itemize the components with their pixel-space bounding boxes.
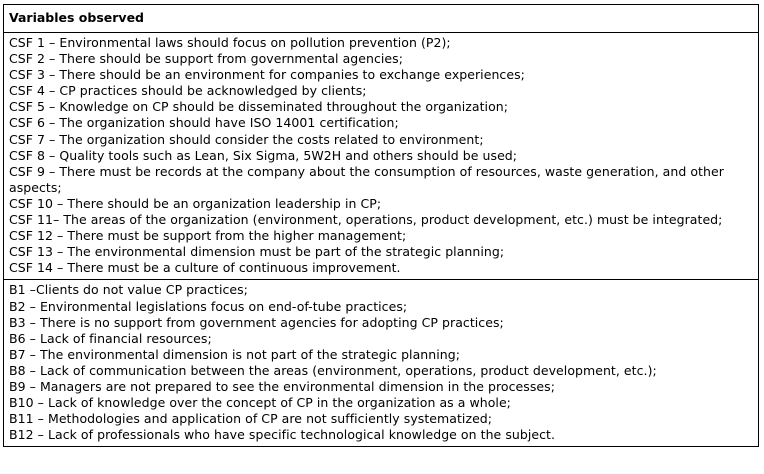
barrier-item: B10 – Lack of knowledge over the concept of CP in the organization as a whole; [9, 395, 511, 411]
csf-item: CSF 9 – There must be records at the company about the consumption of resources, waste generation, and other aspects; [9, 163, 724, 195]
barrier-item: B12 – Lack of professionals who have specific technological knowledge on the subject. [9, 427, 555, 443]
csf-item: CSF 8 – Quality tools such as Lean, Six Sigma, 5W2H and others should be used; [9, 147, 518, 163]
csf-item: CSF 14 – There must be a culture of continuous improvement. [9, 260, 401, 276]
csf-item: CSF 13 – The environmental dimension must be part of the strategic planning; [9, 244, 505, 260]
csf-item: CSF 1 – Environmental laws should focus on pollution prevention (P2); [9, 35, 451, 50]
barrier-item: B8 – Lack of communication between the areas (environment, operations, product development, etc.); [9, 362, 657, 378]
barrier-item: B3 – There is no support from government agencies for adopting CP practices; [9, 314, 504, 330]
csf-item: CSF 6 – The organization should have ISO 14001 certification; [9, 115, 399, 131]
csf-item: CSF 12 – There must be support from the higher management; [9, 228, 407, 244]
barrier-item: B2 – Environmental legislations focus on end-of-tube practices; [9, 298, 408, 314]
barrier-item: B9 – Managers are not prepared to see the environmental dimension in the processes; [9, 378, 555, 394]
barrier-item: B11 – Methodologies and application of CP are not sufficiently systematized; [9, 411, 493, 427]
csf-item: CSF 5 – Knowledge on CP should be disseminated throughout the organization; [9, 99, 509, 115]
csf-item: CSF 2 – There should be support from governmental agencies; [9, 51, 403, 67]
table-header: Variables observed [4, 5, 758, 33]
csf-item: CSF 7 – The organization should consider the costs related to environment; [9, 131, 484, 147]
csf-item: CSF 4 – CP practices should be acknowledged by clients; [9, 83, 367, 99]
csf-item: CSF 10 – There should be an organization leadership in CP; [9, 195, 382, 211]
csf-item: CSF 3 – There should be an environment for companies to exchange experiences; [9, 67, 525, 83]
csf-section [4, 33, 758, 279]
barrier-item: B7 – The environmental dimension is not part of the strategic planning; [9, 346, 460, 362]
barrier-item: B1 –Clients do not value CP practices; [9, 282, 248, 298]
barrier-item: B6 – Lack of financial resources; [9, 330, 212, 346]
variables-table [3, 4, 759, 447]
csf-item: CSF 11– The areas of the organization (environment, operations, product development, etc.) must be integrated; [9, 212, 723, 228]
barriers-section [4, 279, 758, 446]
